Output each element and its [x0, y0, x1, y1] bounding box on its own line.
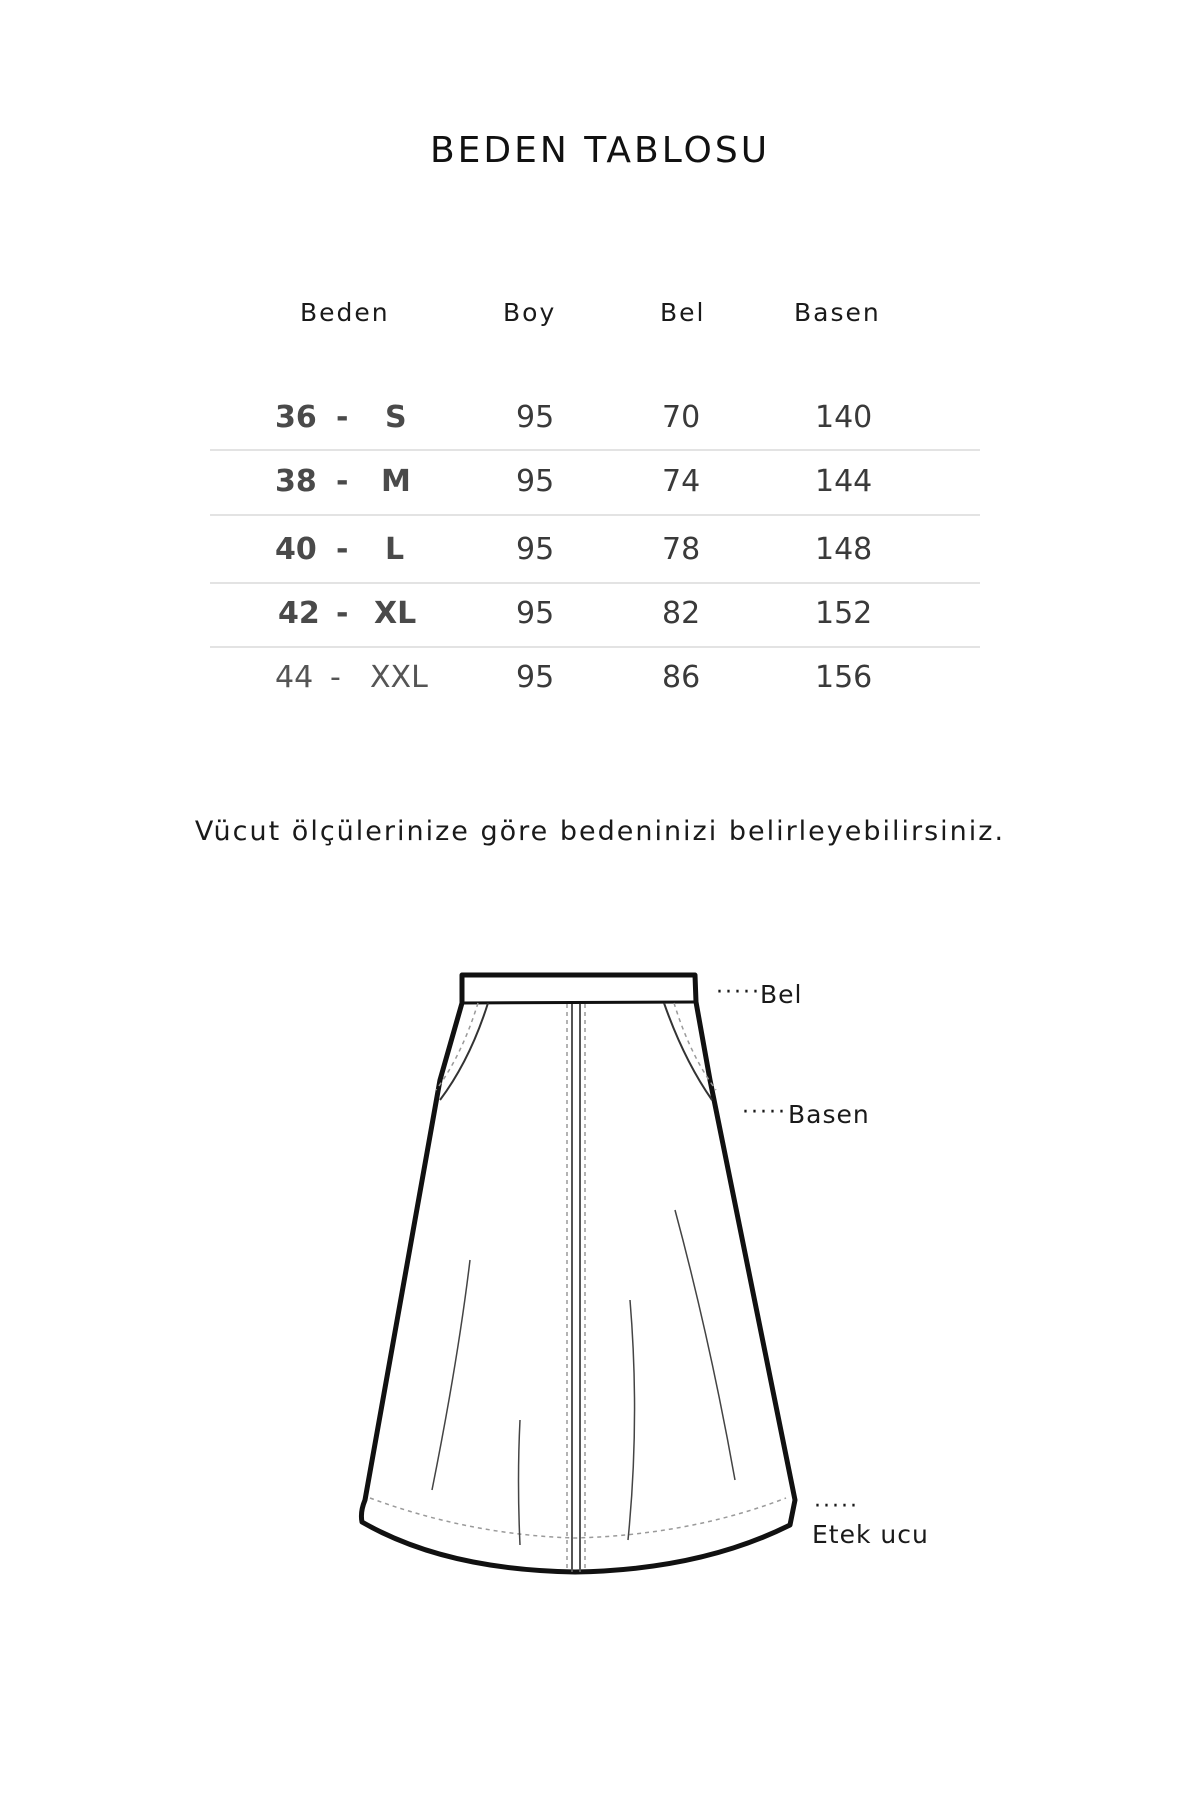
size-label: M: [381, 464, 411, 499]
size-dash: -: [336, 532, 349, 567]
size-label: XXL: [370, 660, 428, 695]
size-dash: -: [336, 596, 349, 631]
size-number: 44: [275, 660, 314, 695]
basen-dots: ·····: [742, 1100, 787, 1125]
basen-value: 144: [815, 464, 873, 499]
boy-value: 95: [516, 400, 555, 435]
callout-etek-ucu: Etek ucu: [812, 1520, 929, 1549]
bel-value: 70: [662, 400, 701, 435]
etek-ucu-dots: ·····: [814, 1494, 859, 1519]
basen-value: 148: [815, 532, 873, 567]
bel-value: 86: [662, 660, 701, 695]
size-number: 38: [275, 464, 317, 499]
boy-value: 95: [516, 660, 555, 695]
header-beden: Beden: [300, 298, 390, 327]
size-label: XL: [374, 596, 417, 631]
bel-value: 82: [662, 596, 701, 631]
boy-value: 95: [516, 532, 555, 567]
size-number: 40: [275, 532, 317, 567]
size-dash: -: [336, 464, 349, 499]
bel-dots: ·····: [716, 980, 761, 1005]
size-label: L: [385, 532, 405, 567]
size-number: 42: [278, 596, 320, 631]
size-label: S: [385, 400, 407, 435]
bel-value: 78: [662, 532, 701, 567]
basen-value: 152: [815, 596, 873, 631]
boy-value: 95: [516, 464, 555, 499]
basen-value: 156: [815, 660, 873, 695]
header-bel: Bel: [660, 298, 706, 327]
size-dash: -: [330, 660, 341, 695]
page-title: BEDEN TABLOSU: [429, 130, 771, 171]
bel-value: 74: [662, 464, 701, 499]
size-number: 36: [275, 400, 317, 435]
callout-basen: Basen: [788, 1100, 870, 1129]
size-dash: -: [336, 400, 349, 435]
callout-bel: Bel: [760, 980, 803, 1009]
header-boy: Boy: [503, 298, 557, 327]
basen-value: 140: [815, 400, 873, 435]
fit-note: Vücut ölçülerinize göre bedeninizi belirleyebilirsiniz.: [194, 816, 1006, 847]
header-basen: Basen: [794, 298, 881, 327]
boy-value: 95: [516, 596, 555, 631]
